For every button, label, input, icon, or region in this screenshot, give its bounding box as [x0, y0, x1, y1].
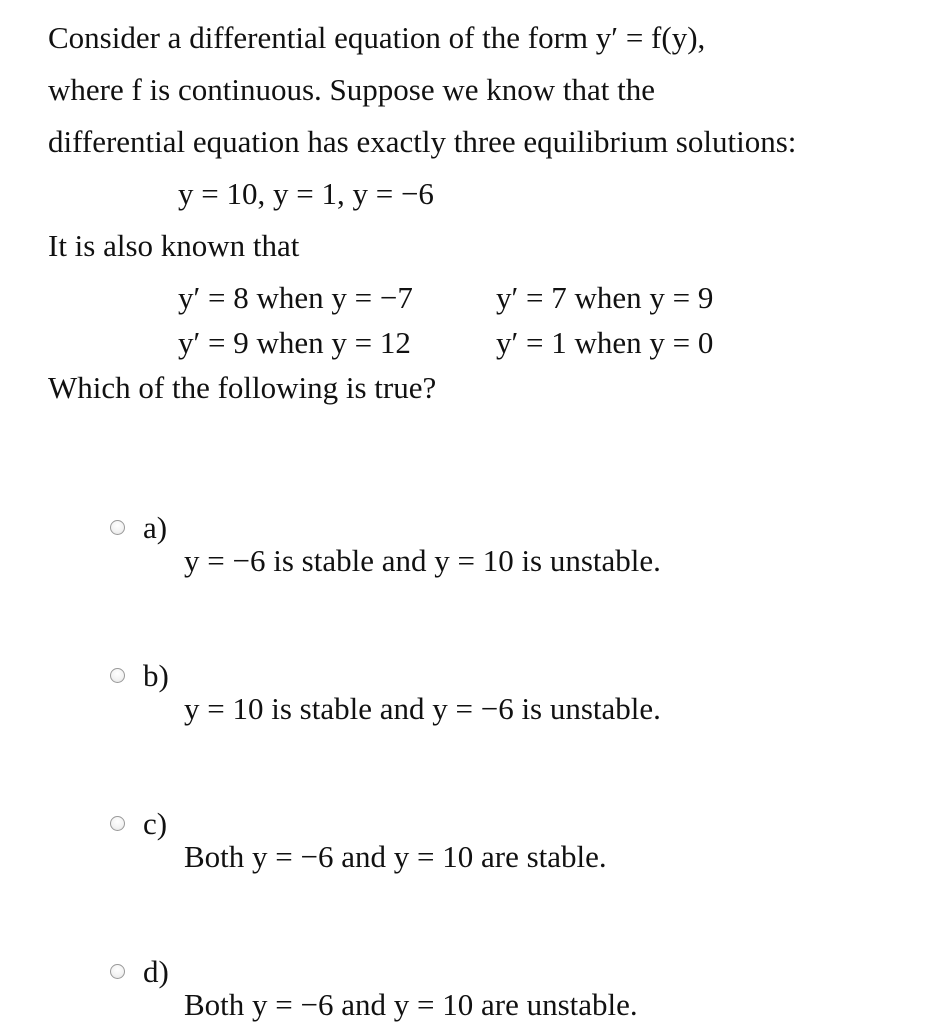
question-line-3: differential equation has exactly three equilibrium solutions: [48, 124, 797, 159]
option-b-label: b) [143, 658, 169, 693]
option-c-radio[interactable] [110, 816, 125, 831]
option-d-text: Both y = −6 and y = 10 are unstable. [184, 987, 638, 1022]
option-a-label: a) [143, 510, 168, 545]
question-line-1: Consider a differential equation of the form y′ = f(y), [48, 20, 706, 55]
question-line-2: where f is continuous. Suppose we know that the [48, 72, 655, 107]
known-condition-3: y′ = 9 when y = 12 [178, 325, 411, 360]
option-c-text: Both y = −6 and y = 10 are stable. [184, 839, 607, 874]
option-a-radio[interactable] [110, 520, 125, 535]
option-b-radio[interactable] [110, 668, 125, 683]
option-a-text: y = −6 is stable and y = 10 is unstable. [184, 543, 661, 578]
option-d-radio[interactable] [110, 964, 125, 979]
question-prompt: Which of the following is true? [48, 370, 437, 405]
known-condition-1: y′ = 8 when y = −7 [178, 280, 413, 315]
option-d-label: d) [143, 954, 169, 989]
equilibria-equation: y = 10, y = 1, y = −6 [178, 176, 434, 211]
option-c-label: c) [143, 806, 168, 841]
known-condition-4: y′ = 1 when y = 0 [496, 325, 714, 360]
option-b-text: y = 10 is stable and y = −6 is unstable. [184, 691, 661, 726]
known-intro: It is also known that [48, 228, 300, 263]
known-condition-2: y′ = 7 when y = 9 [496, 280, 714, 315]
